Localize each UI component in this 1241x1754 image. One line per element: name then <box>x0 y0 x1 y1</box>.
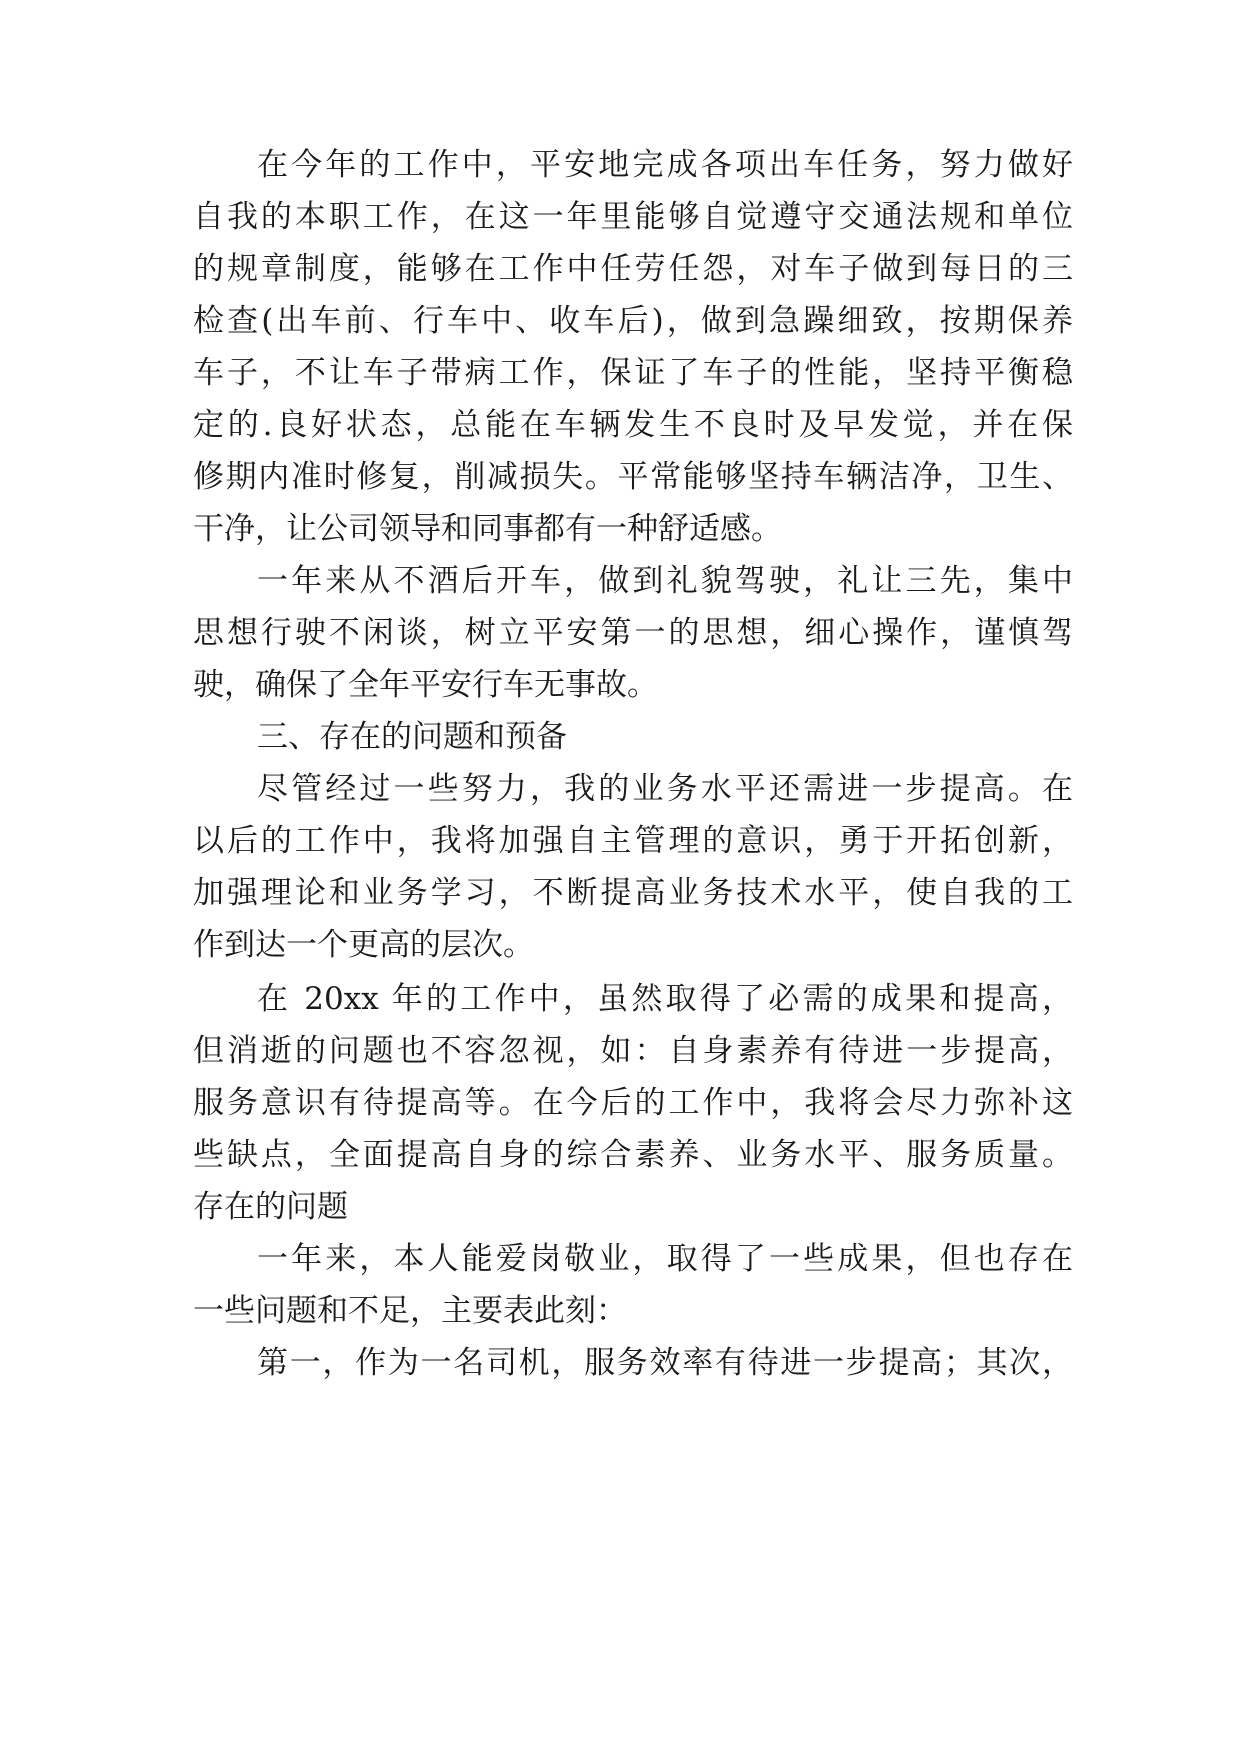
paragraph-line: 第一，作为一名司机，服务效率有待进一步提高；其次， <box>257 1345 1073 1381</box>
paragraph-line: 加强理论和业务学习，不断提高业务技术水平，使自我的工 <box>193 875 1073 911</box>
paragraph-line: 一些问题和不足，主要表此刻： <box>193 1293 627 1329</box>
section-heading: 存在的问题 <box>193 1189 348 1225</box>
paragraph-line: 思想行驶不闲谈，树立平安第一的思想，细心操作，谨慎驾 <box>193 615 1073 651</box>
paragraph-line: 在今年的工作中，平安地完成各项出车任务，努力做好 <box>257 147 1073 183</box>
paragraph-line: 驶，确保了全年平安行车无事故。 <box>193 667 658 703</box>
paragraph-line: 检查(出车前、行车中、收车后)，做到急躁细致，按期保养 <box>193 303 1073 339</box>
paragraph-line: 作到达一个更高的层次。 <box>193 927 534 963</box>
section-heading: 三、存在的问题和预备 <box>257 719 567 755</box>
paragraph-line: 尽管经过一些努力，我的业务水平还需进一步提高。在 <box>257 771 1073 807</box>
paragraph-line: 自我的本职工作，在这一年里能够自觉遵守交通法规和单位 <box>193 199 1073 235</box>
paragraph-line: 定的.良好状态，总能在车辆发生不良时及早发觉，并在保 <box>193 407 1073 443</box>
paragraph-line: 一年来，本人能爱岗敬业，取得了一些成果，但也存在 <box>257 1241 1073 1277</box>
paragraph-line: 在 20xx 年的工作中，虽然取得了必需的成果和提高， <box>257 981 1073 1017</box>
paragraph-line: 干净，让公司领导和同事都有一种舒适感。 <box>193 511 782 547</box>
paragraph-line: 的规章制度，能够在工作中任劳任怨，对车子做到每日的三 <box>193 251 1073 287</box>
paragraph-line: 车子，不让车子带病工作，保证了车子的性能，坚持平衡稳 <box>193 355 1073 391</box>
paragraph-line: 但消逝的问题也不容忽视，如：自身素养有待进一步提高， <box>193 1033 1073 1069</box>
paragraph-line: 一年来从不酒后开车，做到礼貌驾驶，礼让三先，集中 <box>257 563 1073 599</box>
paragraph-line: 以后的工作中，我将加强自主管理的意识，勇于开拓创新， <box>193 823 1073 859</box>
paragraph-line: 修期内准时修复，削减损失。平常能够坚持车辆洁净，卫生、 <box>193 459 1073 495</box>
paragraph-line: 服务意识有待提高等。在今后的工作中，我将会尽力弥补这 <box>193 1085 1073 1121</box>
paragraph-line: 些缺点，全面提高自身的综合素养、业务水平、服务质量。 <box>193 1137 1073 1173</box>
